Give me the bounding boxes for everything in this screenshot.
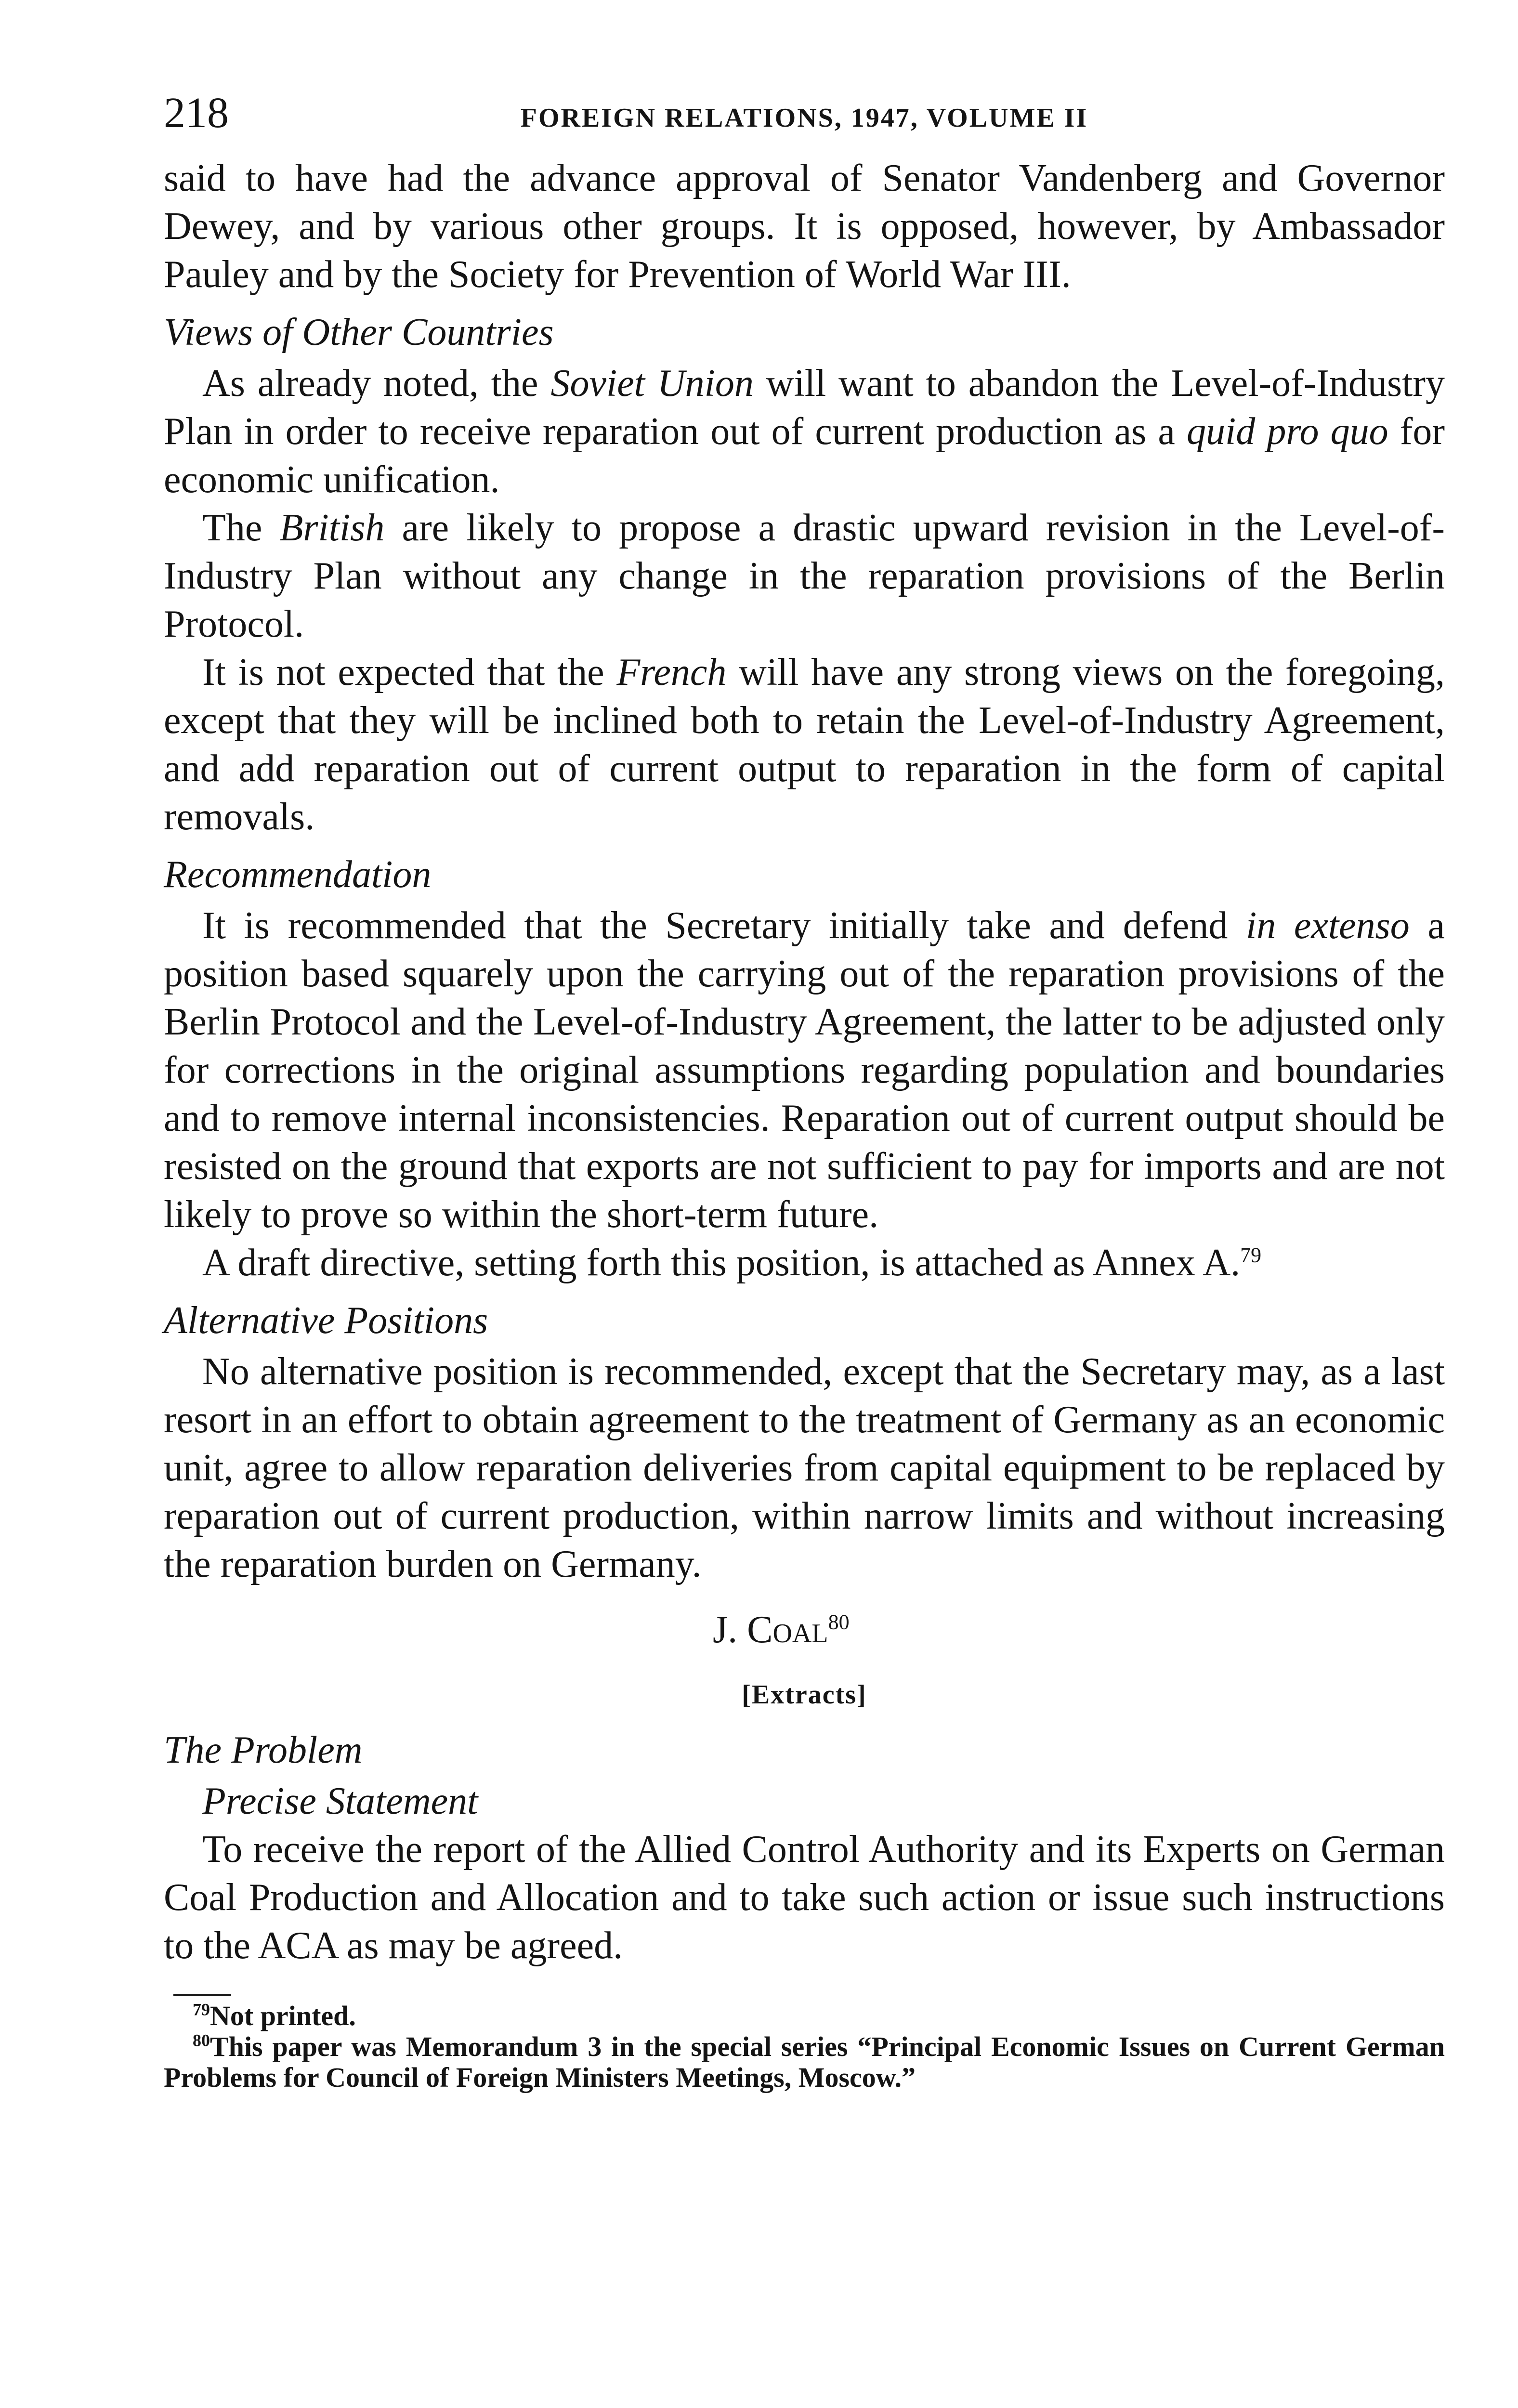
views-paragraph-french: It is not expected that the French will have any strong views on the foregoing, except that they will be inclined both to retain the Level-of-Industry Agreement, and add reparation out of current output to reparation in the form of capital removals. [164,651,1445,838]
page-number: 218 [164,89,229,137]
signature-line [164,1606,1445,1654]
running-title: FOREIGN RELATIONS, 1947, VOLUME II [520,103,1088,133]
views-paragraph-soviet: As already noted, the Soviet Union will want to abandon the Level-of-Industry Plan in order to receive reparation out of current production as a quid pro quo for economic unification. [164,362,1445,501]
extracts-label: [Extracts] [742,1680,867,1710]
footnote-80: $^{80}$This paper was Memorandum 3 in the special series “Principal Economic Issues on Current German Problems for Council of Foreign Ministers Meetings, Moscow.” [164,2030,1445,2093]
footnote-divider [173,1994,231,1996]
views-heading: Views of Other Countries [164,311,554,353]
recommendation-heading: Recommendation [164,853,432,896]
views-paragraph-british: The British are likely to propose a drastic upward revision in the Level-of-Industry Plan without any change in the reparation provisions of the Berlin Protocol. [164,507,1445,645]
alternative-heading: Alternative Positions [164,1299,488,1342]
statement-paragraph: To receive the report of the Allied Control Authority and its Experts on German Coal Production and Allocation and to take such action or issue such instructions to the ACA as may be agreed. [164,1828,1445,1967]
signature-name: J. Coal [713,1609,828,1651]
footnote-ref-79: 79 [1240,1243,1262,1267]
continuation-paragraph: said to have had the advance approval of Senator Vandenberg and Governor Dewey, and by various other groups. It is opposed, however, by Ambassador Pauley and by the Society for Prevention of World War III. [164,157,1445,296]
problem-heading: The Problem [164,1729,363,1771]
document-page [164,87,1445,2093]
running-head [164,87,1445,140]
annex-paragraph: A draft directive, setting forth this position, is attached as Annex A.$^{79}$ [202,1242,1262,1284]
statement-heading: Precise Statement [202,1780,478,1822]
alternative-paragraph: No alternative position is recommended, except that the Secretary may, as a last resort in an effort to obtain agreement to the treatment of Germany as an economic unit, agree to allow reparation deliveries from capital equipment to be replaced by reparation out of current production, within narrow limits and without increasing the reparation burden on Germany. [164,1350,1445,1585]
footnote-ref-80: 80 [828,1610,850,1634]
recommendation-paragraph: It is recommended that the Secretary initially take and defend in extenso a position based squarely upon the carrying out of the reparation provisions of the Berlin Protocol and the Level-of-Industry Agreement, the latter to be adjusted only for corrections in the original assumptions regarding population and boundaries and to remove internal inconsistencies. Reparation out of current output should be resisted on the ground that exports are not sufficient to pay for imports and are not likely to prove so within the short-term future. [164,904,1445,1236]
footnote-79: $^{79}$Not printed. [193,2000,356,2031]
